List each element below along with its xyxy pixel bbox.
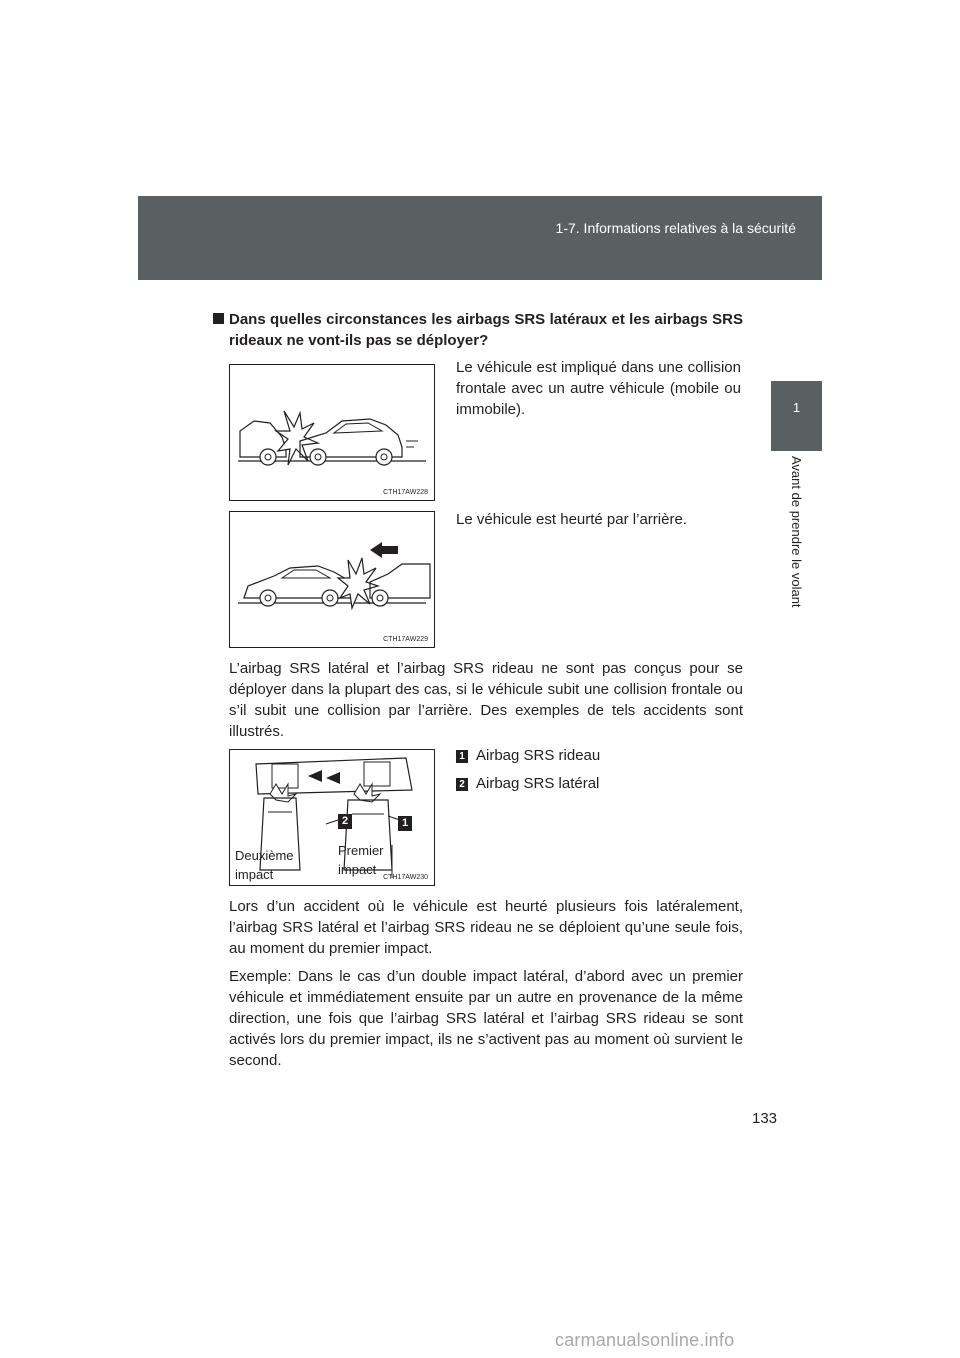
legend-label: Airbag SRS latéral bbox=[476, 775, 600, 792]
chapter-tab-number: 1 bbox=[771, 381, 822, 451]
section-title bbox=[213, 309, 743, 351]
header-band bbox=[138, 196, 822, 280]
square-bullet-icon bbox=[213, 313, 224, 324]
legend-item bbox=[456, 745, 600, 766]
figure-side-impacts bbox=[229, 749, 435, 886]
page-number: 133 bbox=[752, 1110, 778, 1127]
figure-code: CTH17AW229 bbox=[383, 636, 428, 643]
second-impact-label: Deuxième impact bbox=[235, 848, 294, 882]
chapter-tab bbox=[786, 456, 806, 636]
arrow-left-icon bbox=[370, 542, 398, 558]
figure-code: CTH17AW230 bbox=[383, 874, 428, 881]
body-paragraph: L’airbag SRS latéral et l’airbag SRS rideau ne sont pas conçus pour se déployer dans la plupart des cas, si le véhicule subit une collision frontale ou s’il subit une collision par l’arrière. Des exemples de tels accidents sont illustrés. bbox=[229, 660, 743, 740]
figure-code: CTH17AW228 bbox=[383, 489, 428, 496]
callout-1-badge: 1 bbox=[398, 816, 412, 831]
rear-collision-illustration bbox=[230, 512, 434, 647]
arrow-icon bbox=[326, 772, 340, 784]
callout-1-badge: 1 bbox=[456, 750, 468, 763]
arrow-icon bbox=[308, 770, 322, 782]
legend-item bbox=[456, 773, 599, 794]
body-paragraph: Exemple: Dans le cas d’un double impact latéral, d’abord avec un premier véhicule et immédiatement ensuite par un autre en provenance de la même direction, une fois que l’airbag SRS latéral et l’airbag SRS rideau se sont activés lors du premier impact, ils ne s’activent pas au moment où survient le second. bbox=[229, 968, 743, 1069]
first-impact-label: Premier impact bbox=[338, 843, 384, 877]
section-title-text: Dans quelles circonstances les airbags SRS latéraux et les airbags SRS rideaux ne vont-ils pas se déployer? bbox=[229, 311, 743, 349]
section-header: 1-7. Informations relatives à la sécurité bbox=[555, 220, 796, 236]
figure-caption: Le véhicule est impliqué dans une collision frontale avec un autre véhicule (mobile ou immobile). bbox=[456, 359, 741, 418]
figure-rear-collision bbox=[229, 511, 435, 648]
frontal-collision-illustration bbox=[230, 365, 434, 500]
legend-label: Airbag SRS rideau bbox=[476, 747, 601, 764]
callout-2-badge: 2 bbox=[456, 778, 468, 791]
figure-caption: Le véhicule est heurté par l’arrière. bbox=[456, 511, 687, 528]
figure-frontal-collision bbox=[229, 364, 435, 501]
callout-2-badge: 2 bbox=[338, 814, 352, 829]
watermark-text: carmanualsonline.info bbox=[555, 1330, 735, 1350]
chapter-tab-label: Avant de prendre le volant bbox=[789, 456, 804, 608]
body-paragraph: Lors d’un accident où le véhicule est heurté plusieurs fois latéralement, l’airbag SRS latéral et l’airbag SRS rideau ne se déploient qu’une seule fois, au moment du premier impact. bbox=[229, 898, 743, 957]
